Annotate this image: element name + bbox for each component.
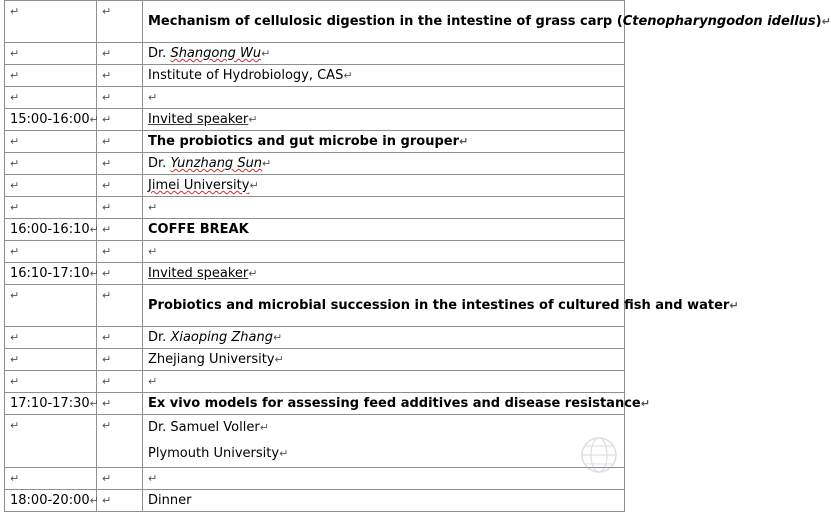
paragraph-mark-icon: ↵ (148, 201, 158, 214)
time-cell (5, 285, 97, 327)
mid-cell (97, 131, 143, 153)
speaker-name: Shangong Wu (170, 46, 262, 61)
time-cell (5, 490, 97, 512)
paragraph-mark-icon: ↵ (102, 5, 112, 18)
table-row (5, 1, 625, 43)
time-cell (5, 43, 97, 65)
paragraph-mark-icon: ↵ (458, 135, 469, 148)
table-row (5, 327, 625, 349)
paragraph-mark-icon: ↵ (102, 223, 112, 236)
time-cell (5, 349, 97, 371)
paragraph-mark-icon: ↵ (261, 47, 271, 60)
break-label: COFFE BREAK (148, 222, 249, 237)
paragraph-mark-icon: ↵ (102, 113, 112, 126)
paragraph-mark-icon: ↵ (279, 447, 289, 460)
paragraph-mark-icon: ↵ (10, 331, 20, 344)
paragraph-mark-icon: ↵ (343, 69, 353, 82)
table-row (5, 468, 625, 490)
paragraph-mark-icon: ↵ (10, 47, 20, 60)
time-cell (5, 241, 97, 263)
paragraph-mark-icon: ↵ (89, 494, 99, 507)
table-row (5, 285, 625, 327)
talk-title: Probiotics and microbial succession in the intestines of cultured fish and water (148, 298, 730, 313)
paragraph-mark-icon: ↵ (10, 201, 20, 214)
paragraph-mark-icon: ↵ (249, 179, 259, 192)
paragraph-mark-icon: ↵ (10, 419, 20, 432)
talk-title: The probiotics and gut microbe in grouper (148, 134, 459, 149)
talk-title-cell (143, 285, 739, 327)
mid-cell (97, 197, 143, 219)
affiliation: Institute of Hydrobiology, CAS (148, 68, 344, 83)
table-row (5, 87, 625, 109)
paragraph-mark-icon: ↵ (248, 267, 258, 280)
paragraph-mark-icon: ↵ (10, 157, 20, 170)
time-cell (5, 87, 97, 109)
empty-cell (143, 197, 625, 219)
paragraph-mark-icon: ↵ (102, 494, 112, 507)
paragraph-mark-icon: ↵ (89, 113, 99, 126)
paragraph-mark-icon: ↵ (102, 245, 112, 258)
paragraph-mark-icon: ↵ (274, 353, 284, 366)
time-cell (5, 175, 97, 197)
paragraph-mark-icon: ↵ (102, 91, 112, 104)
time-slot: 17:10-17:30 (10, 396, 90, 411)
session-label-cell (143, 109, 625, 131)
mid-cell (97, 153, 143, 175)
globe-watermark-icon (579, 435, 619, 475)
paragraph-mark-icon: ↵ (729, 299, 739, 312)
mid-cell (97, 327, 143, 349)
paragraph-mark-icon: ↵ (148, 245, 158, 258)
paragraph-mark-icon: ↵ (10, 91, 20, 104)
table-row (5, 131, 625, 153)
talk-title-cell (143, 1, 831, 43)
empty-cell (143, 87, 625, 109)
time-slot: 18:00-20:00 (10, 493, 90, 508)
speaker-prefix: Dr. (148, 330, 171, 345)
time-cell (5, 219, 97, 241)
speaker-prefix: Dr. (148, 156, 171, 171)
table-row (5, 241, 625, 263)
talk-title-cell (143, 393, 650, 415)
mid-cell (97, 371, 143, 393)
affiliation-cell (143, 65, 625, 87)
table-row (5, 197, 625, 219)
table-row (5, 153, 625, 175)
table-row (5, 65, 625, 87)
speaker-name: Yunzhang Sun (170, 156, 263, 171)
table-row (5, 490, 625, 512)
paragraph-mark-icon: ↵ (102, 331, 112, 344)
paragraph-mark-icon: ↵ (102, 157, 112, 170)
session-label: Invited speaker (148, 266, 249, 281)
time-slot: 16:10-17:10 (10, 266, 90, 281)
table-row (5, 175, 625, 197)
table-row (5, 349, 625, 371)
talk-title-cell (143, 131, 625, 153)
time-cell (5, 468, 97, 490)
table-row (5, 393, 625, 415)
paragraph-mark-icon: ↵ (248, 113, 258, 126)
session-label-cell (143, 263, 625, 285)
time-cell (5, 1, 97, 43)
speaker-cell (143, 415, 625, 468)
time-cell (5, 197, 97, 219)
mid-cell (97, 349, 143, 371)
empty-cell (143, 241, 625, 263)
paragraph-mark-icon: ↵ (102, 419, 112, 432)
time-cell (5, 371, 97, 393)
time-cell (5, 393, 97, 415)
table-row (5, 371, 625, 393)
speaker-prefix: Dr. (148, 46, 171, 61)
speaker-cell (143, 153, 625, 175)
time-cell (5, 327, 97, 349)
paragraph-mark-icon: ↵ (102, 179, 112, 192)
affiliation-cell (143, 349, 625, 371)
paragraph-mark-icon: ↵ (102, 201, 112, 214)
time-cell (5, 263, 97, 285)
mid-cell (97, 263, 143, 285)
paragraph-mark-icon: ↵ (89, 397, 99, 410)
paragraph-mark-icon: ↵ (10, 69, 20, 82)
paragraph-mark-icon: ↵ (10, 5, 20, 18)
mid-cell (97, 43, 143, 65)
table-row (5, 109, 625, 131)
time-slot: 16:00-16:10 (10, 222, 90, 237)
time-cell (5, 153, 97, 175)
paragraph-mark-icon: ↵ (10, 135, 20, 148)
paragraph-mark-icon: ↵ (89, 267, 99, 280)
mid-cell (97, 490, 143, 512)
affiliation-cell (143, 175, 625, 197)
paragraph-mark-icon: ↵ (272, 331, 283, 344)
mid-cell (97, 65, 143, 87)
affiliation: Plymouth University (148, 446, 280, 461)
mid-cell (97, 175, 143, 197)
mid-cell (97, 241, 143, 263)
mid-cell (97, 285, 143, 327)
table-row (5, 219, 625, 241)
paragraph-mark-icon: ↵ (640, 397, 650, 410)
mid-cell (97, 87, 143, 109)
event-cell (143, 490, 625, 512)
talk-title: Mechanism of cellulosic digestion in the intestine of grass carp ( (148, 14, 623, 29)
paragraph-mark-icon: ↵ (10, 472, 20, 485)
talk-title: Ex vivo models for assessing feed additives and disease resistance (148, 396, 641, 411)
mid-cell (97, 219, 143, 241)
paragraph-mark-icon: ↵ (148, 375, 158, 388)
time-cell (5, 131, 97, 153)
session-label: Invited speaker (148, 112, 249, 127)
affiliation: Jimei University (148, 178, 250, 193)
paragraph-mark-icon: ↵ (102, 353, 112, 366)
time-cell (5, 65, 97, 87)
mid-cell (97, 1, 143, 43)
paragraph-mark-icon: ↵ (102, 69, 112, 82)
schedule-table (4, 0, 831, 512)
mid-cell (97, 468, 143, 490)
empty-cell (143, 371, 625, 393)
mid-cell (97, 393, 143, 415)
paragraph-mark-icon: ↵ (102, 472, 112, 485)
speaker-name: Xiaoping Zhang (170, 330, 273, 345)
paragraph-mark-icon: ↵ (10, 179, 20, 192)
empty-cell (143, 468, 625, 490)
paragraph-mark-icon: ↵ (10, 289, 20, 302)
table-row (5, 43, 625, 65)
paragraph-mark-icon: ↵ (259, 421, 269, 434)
time-cell (5, 109, 97, 131)
mid-cell (97, 109, 143, 131)
paragraph-mark-icon: ↵ (102, 397, 112, 410)
speaker-cell (143, 327, 625, 349)
event-label: Dinner (148, 493, 192, 508)
affiliation: Zhejiang University (148, 352, 275, 367)
species-name: Ctenopharyngodon idellus (622, 14, 816, 29)
paragraph-mark-icon: ↵ (102, 267, 112, 280)
table-row (5, 263, 625, 285)
paragraph-mark-icon: ↵ (10, 375, 20, 388)
paragraph-mark-icon: ↵ (821, 15, 831, 28)
speaker-name: Dr. Samuel Voller (148, 420, 260, 435)
paragraph-mark-icon: ↵ (148, 91, 158, 104)
paragraph-mark-icon: ↵ (102, 135, 112, 148)
paragraph-mark-icon: ↵ (10, 353, 20, 366)
paragraph-mark-icon: ↵ (10, 245, 20, 258)
mid-cell (97, 415, 143, 468)
paragraph-mark-icon: ↵ (89, 223, 99, 236)
paragraph-mark-icon: ↵ (262, 157, 272, 170)
time-cell (5, 415, 97, 468)
paragraph-mark-icon: ↵ (102, 289, 112, 302)
speaker-cell (143, 43, 625, 65)
paragraph-mark-icon: ↵ (102, 47, 112, 60)
paragraph-mark-icon: ↵ (148, 472, 158, 485)
break-cell (143, 219, 625, 241)
paragraph-mark-icon: ↵ (102, 375, 112, 388)
table-row (5, 415, 625, 468)
talk-title-end: ) (815, 14, 822, 29)
time-slot: 15:00-16:00 (10, 112, 90, 127)
